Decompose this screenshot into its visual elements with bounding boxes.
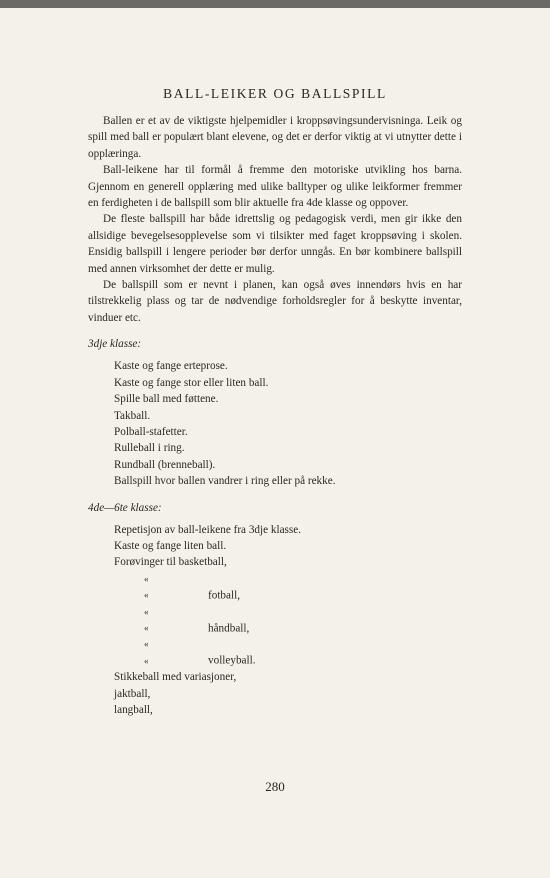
ditto-list-item bbox=[114, 636, 462, 669]
list-item: Polball-stafetter. bbox=[114, 425, 188, 438]
list-item: Stikkeball med variasjoner, bbox=[114, 671, 237, 684]
ditto-item-label: volleyball. bbox=[208, 654, 256, 667]
list-item: jaktball, bbox=[114, 687, 151, 700]
list-item: Forøvinger til basketball, bbox=[114, 556, 227, 569]
ditto-list-item bbox=[114, 604, 462, 637]
page-content bbox=[88, 86, 462, 718]
page-number: 280 bbox=[265, 779, 285, 794]
ditto-mark: « « bbox=[144, 639, 175, 666]
list-item: Kaste og fange erteprose. bbox=[114, 360, 228, 373]
activity-list-4de-6te bbox=[88, 522, 462, 719]
paragraph: Ball-leikene har til formål å fremme den motoriske utvikling hos barna. Gjennom en generell opplæring med ulike balltyper og ulike leikformer fremmer en ferdigheten i de ballspill som blir aktuelle fra 4de klasse og oppover. bbox=[88, 164, 462, 210]
section-label-4de-6te: 4de—6te klasse: bbox=[88, 501, 162, 514]
ditto-item-label: håndball, bbox=[208, 621, 250, 634]
section-label-3dje: 3dje klasse: bbox=[88, 338, 142, 351]
list-item: Kaste og fange liten ball. bbox=[114, 539, 227, 552]
page-title: BALL-LEIKER OG BALLSPILL bbox=[163, 86, 387, 101]
paragraph: De ballspill som er nevnt i planen, kan også øves innendørs hvis en har tilstrekkelig plass og tar de nødvendige forholdsregler for å beskytte inventar, vinduer etc. bbox=[88, 279, 462, 324]
ditto-list-item bbox=[114, 571, 462, 604]
activity-list-3dje bbox=[88, 358, 462, 489]
top-edge-bar bbox=[0, 0, 550, 8]
list-item: Spille ball med føttene. bbox=[114, 393, 219, 406]
ditto-mark: « « bbox=[144, 573, 175, 601]
list-item: Takball. bbox=[114, 409, 151, 422]
list-item: Ballspill hvor ballen vandrer i ring eller på rekke. bbox=[114, 475, 336, 488]
list-item: Rundball (brenneball). bbox=[114, 458, 216, 471]
paragraph: De fleste ballspill har både idrettslig og pedagogisk verdi, men gir ikke den allsidige bevegelsesopplevelse som vi tilsikter med faget kroppsøving i skolen. Ensidig ballspill i lengere perioder bør derfor unngås. En bør kombinere ballspill med annen virksomhet der dette er mulig. bbox=[88, 213, 462, 275]
list-item: langball, bbox=[114, 704, 153, 716]
list-item: Repetisjon av ball-leikene fra 3dje klasse. bbox=[114, 523, 302, 536]
paragraph: Ballen er et av de viktigste hjelpemidler i kroppsøvingsundervisninga. Leik og spill med ball er populært blant elevene, og det er derfor viktig at vi utnytter dette i opplæringa. bbox=[88, 115, 462, 160]
ditto-mark: « « bbox=[144, 606, 175, 633]
list-item: Kaste og fange stor eller liten ball. bbox=[114, 376, 269, 389]
ditto-item-label: fotball, bbox=[208, 589, 241, 602]
list-item: Rulleball i ring. bbox=[114, 442, 185, 455]
